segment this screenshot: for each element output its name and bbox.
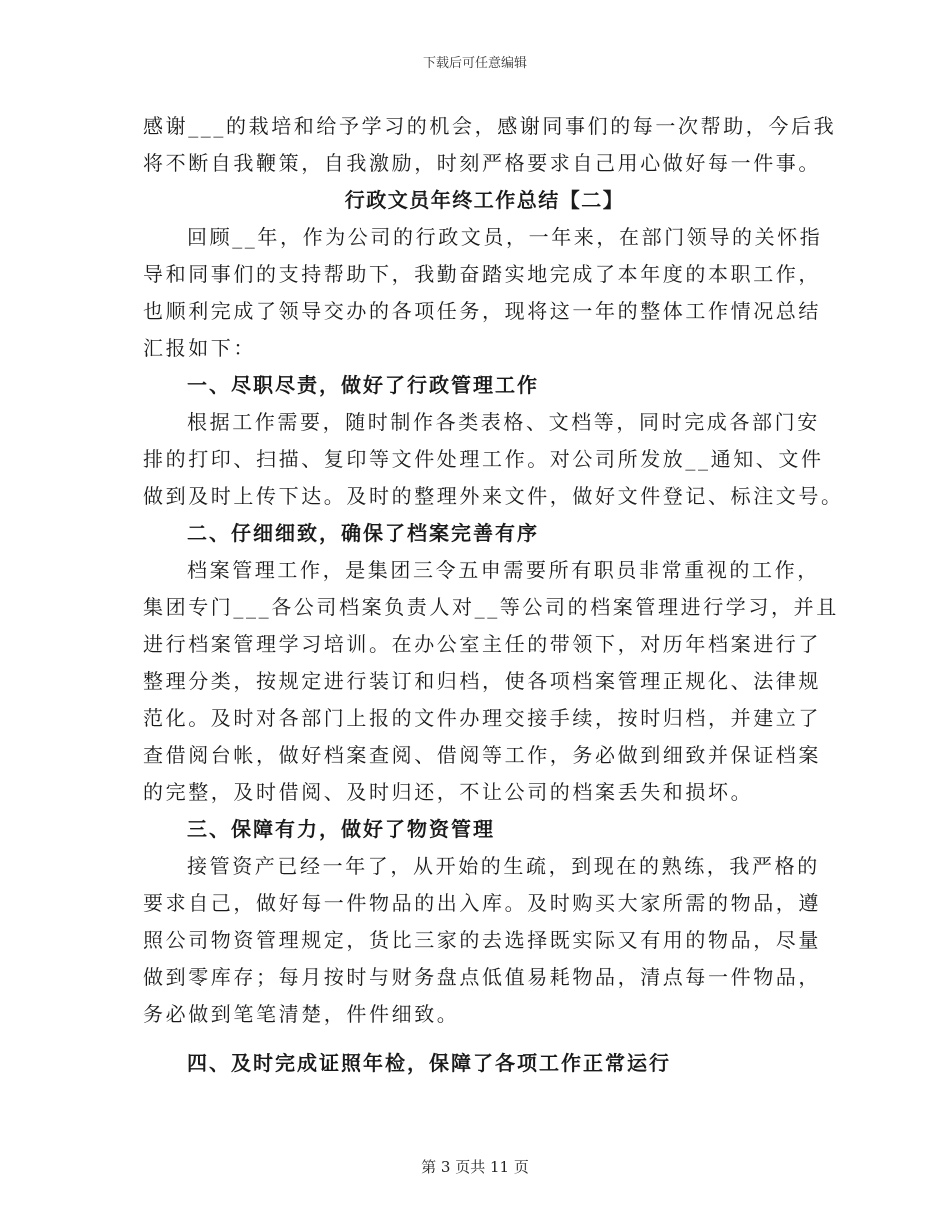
body-line: 导和同事们的支持帮助下，我勤奋踏实地完成了本年度的本职工作， [143, 262, 821, 286]
section-heading-2: 二、仔细细致，确保了档案完善有序 [187, 521, 539, 545]
body-line: 排的打印、扫描、复印等文件处理工作。对公司所发放__通知、文件 [143, 447, 824, 471]
paragraph-first-line: 回顾__年，作为公司的行政文员，一年来，在部门领导的关怀指 [187, 225, 823, 249]
section-heading-1: 一、尽职尽责，做好了行政管理工作 [187, 373, 539, 397]
body-line: 感谢___的栽培和给予学习的机会，感谢同事们的每一次帮助，今后我 [143, 114, 837, 138]
body-line: 将不断自我鞭策，自我激励，时刻严格要求自己用心做好每一件事。 [143, 151, 821, 175]
body-line: 进行档案管理学习培训。在办公室主任的带领下，对历年档案进行了 [143, 632, 821, 656]
body-line: 汇报如下： [143, 336, 256, 360]
body-line: 集团专门___各公司档案负责人对__等公司的档案管理进行学习，并且 [143, 595, 839, 619]
body-line: 照公司物资管理规定，货比三家的去选择既实际又有用的物品，尽量 [143, 928, 821, 952]
body-line: 范化。及时对各部门上报的文件办理交接手续，按时归档，并建立了 [143, 706, 821, 730]
section-title: 行政文员年终工作总结【二】 [344, 188, 625, 212]
body-line: 做到及时上传下达。及时的整理外来文件，做好文件登记、标注文号。 [143, 484, 844, 508]
body-line: 务必做到笔笔清楚，件件细致。 [143, 1002, 460, 1026]
section-heading-4: 四、及时完成证照年检，保障了各项工作正常运行 [187, 1051, 671, 1075]
paragraph-first-line: 根据工作需要，随时制作各类表格、文档等，同时完成各部门安 [187, 410, 820, 434]
paragraph-first-line: 接管资产已经一年了，从开始的生疏，到现在的熟练，我严格的 [187, 854, 820, 878]
body-line: 做到零库存；每月按时与财务盘点低值易耗物品，清点每一件物品， [143, 965, 821, 989]
body-line: 查借阅台帐，做好档案查阅、借阅等工作，务必做到细致并保证档案 [143, 743, 821, 767]
body-line: 整理分类，按规定进行装订和归档，使各项档案管理正规化、法律规 [143, 669, 821, 693]
page-number-footer: 第 3 页共 11 页 [421, 1158, 529, 1176]
paragraph-first-line: 档案管理工作，是集团三令五申需要所有职员非常重视的工作， [187, 558, 820, 582]
body-line: 也顺利完成了领导交办的各项任务，现将这一年的整体工作情况总结 [143, 299, 821, 323]
document-body [143, 108, 844, 1082]
body-line: 要求自己，做好每一件物品的出入库。及时购买大家所需的物品，遵 [143, 891, 821, 915]
section-heading-3: 三、保障有力，做好了物资管理 [187, 817, 495, 841]
page-header: 下载后可任意编辑 [422, 56, 527, 71]
body-line: 的完整，及时借阅、及时归还，不让公司的档案丢失和损坏。 [143, 780, 754, 804]
